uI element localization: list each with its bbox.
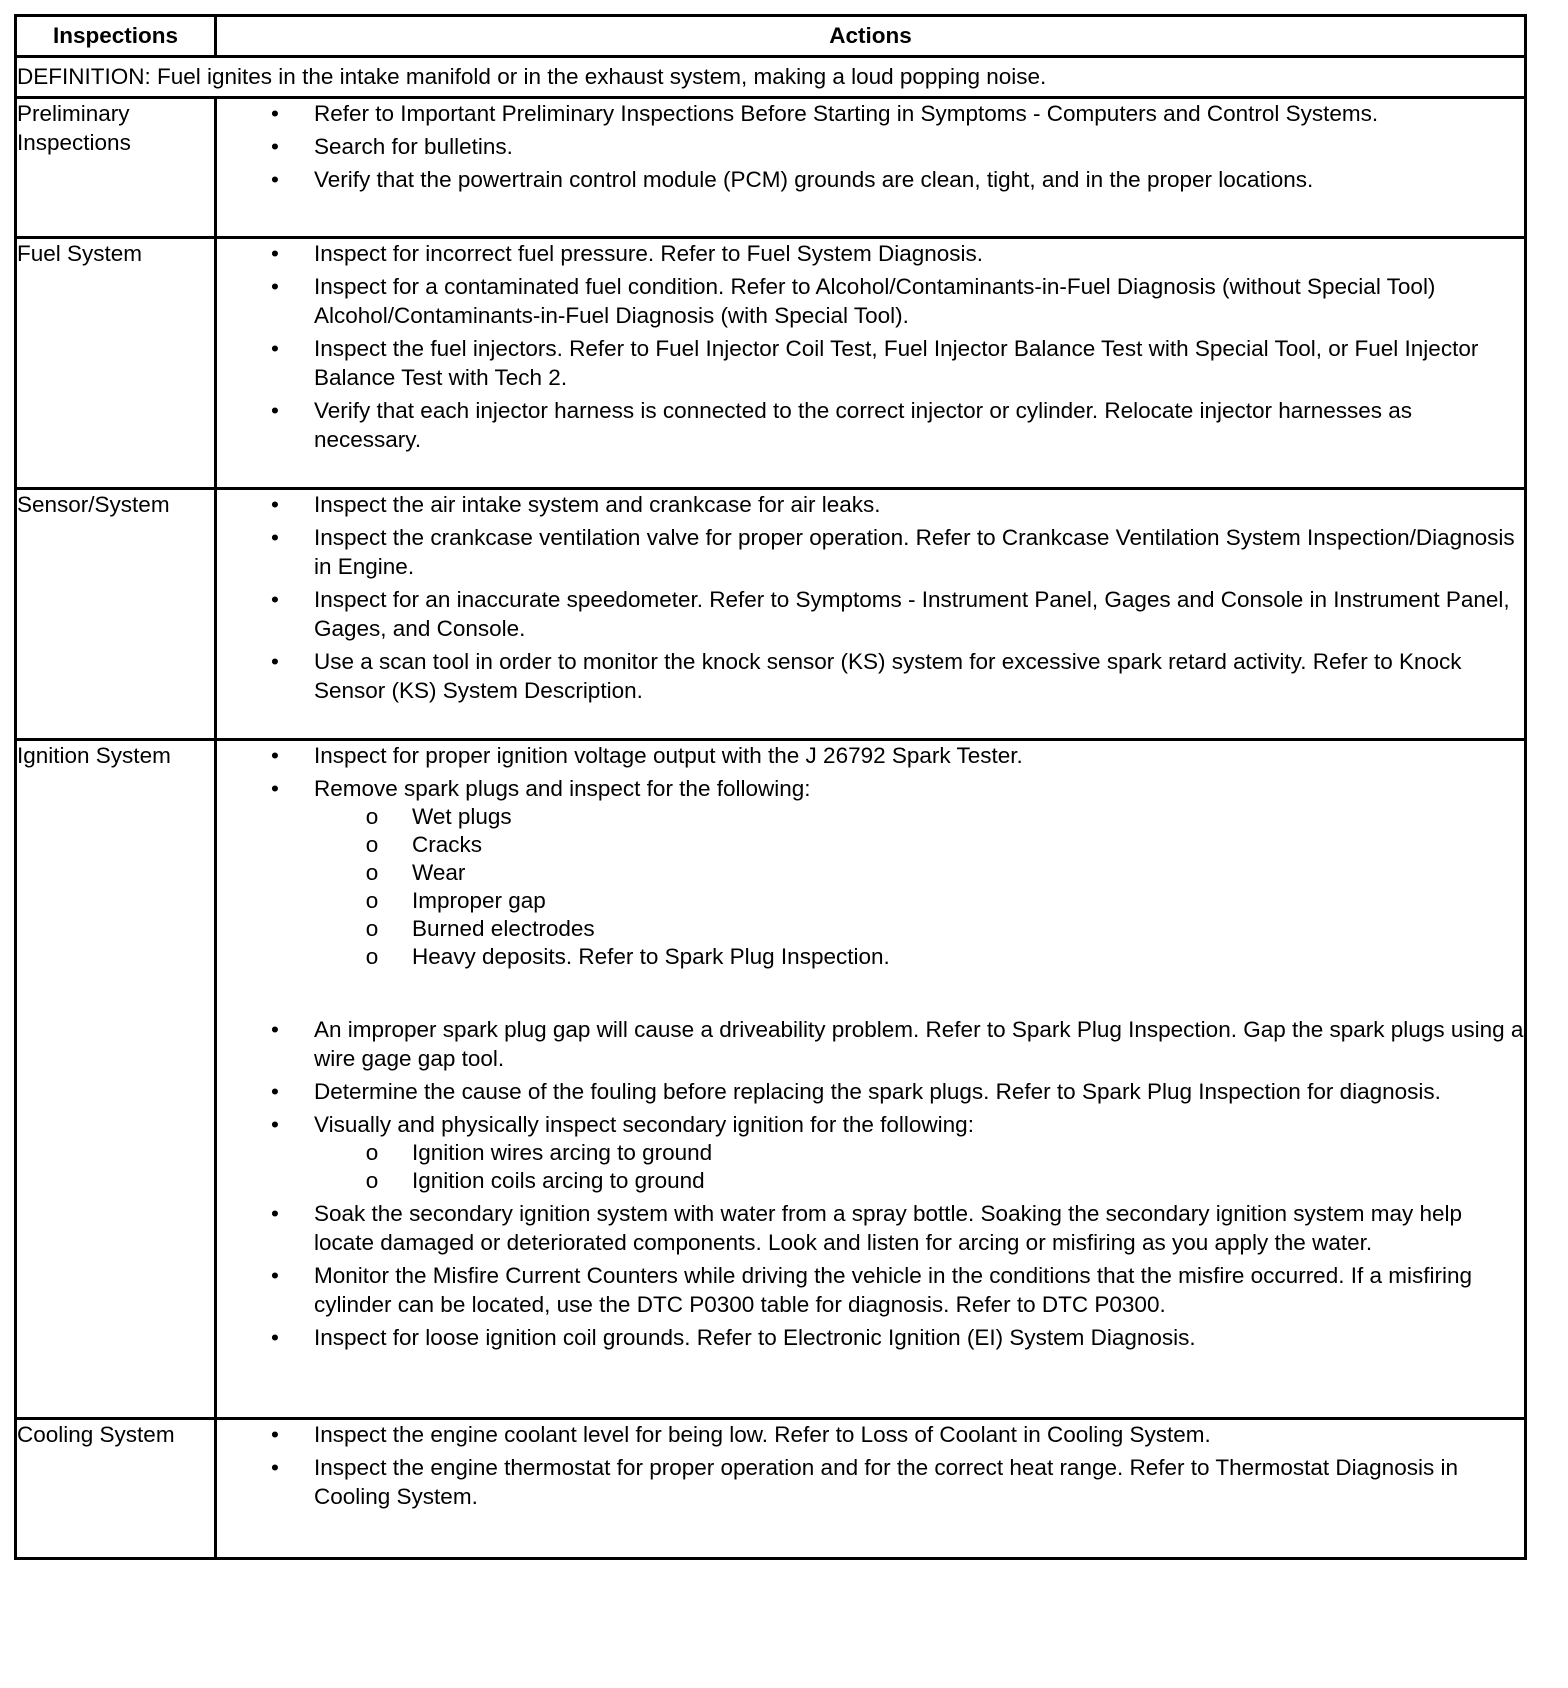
item-text: Inspect the engine thermostat for proper operation and for the correct heat range. Refer to Thermostat Diagnosis in Cooling System.: [314, 1455, 1458, 1509]
item-text: Remove spark plugs and inspect for the following:: [314, 776, 811, 801]
bullet-icon: •: [271, 649, 279, 674]
bullet-icon: •: [271, 134, 279, 159]
list-item: [217, 272, 1524, 330]
bullet-icon: •: [271, 241, 279, 266]
item-text: Inspect the engine coolant level for being low. Refer to Loss of Coolant in Cooling System.: [314, 1422, 1211, 1447]
definition-text: DEFINITION: Fuel ignites in the intake manifold or in the exhaust system, making a loud popping noise.: [16, 57, 1526, 98]
list-item: [217, 647, 1524, 705]
sub-item-text: Ignition wires arcing to ground: [412, 1140, 713, 1165]
sub-list-item: [314, 915, 1524, 943]
item-text: Inspect the air intake system and crankcase for air leaks.: [314, 492, 881, 517]
list-item: [217, 774, 1524, 1011]
list-item: [217, 523, 1524, 581]
item-text: Monitor the Misfire Current Counters while driving the vehicle in the conditions that the misfire occurred. If a misfiring cylinder can be located, use the DTC P0300 table for diagnosis. Refer to DTC P0300.: [314, 1263, 1472, 1317]
spacer: [314, 971, 1524, 1011]
bullet-icon: •: [271, 743, 279, 768]
sub-list-item: [314, 943, 1524, 971]
list-item: [217, 99, 1524, 128]
list-item: [217, 396, 1524, 454]
sub-item-text: Ignition coils arcing to ground: [412, 1168, 705, 1193]
circle-bullet-icon: o: [365, 916, 379, 941]
header-inspections: Inspections: [16, 16, 216, 57]
sub-item-text: Wear: [412, 860, 466, 885]
sub-list-item: [314, 803, 1524, 831]
list-item: [217, 1110, 1524, 1195]
sub-list-item: [314, 1139, 1524, 1167]
table-row: [16, 238, 1526, 489]
table-header-row: [16, 16, 1526, 57]
list-item: [217, 1199, 1524, 1257]
row-actions: [216, 98, 1526, 238]
list-item: [217, 132, 1524, 161]
definition-row: [16, 57, 1526, 98]
sub-list-item: [314, 887, 1524, 915]
bullet-icon: •: [271, 1325, 279, 1350]
bullet-icon: •: [271, 1455, 279, 1480]
table-row: [16, 1419, 1526, 1559]
sub-item-text: Wet plugs: [412, 804, 512, 829]
row-category: Fuel System: [16, 238, 216, 489]
sub-list-item: [314, 831, 1524, 859]
list-item: [217, 1453, 1524, 1511]
bullet-icon: •: [271, 1079, 279, 1104]
circle-bullet-icon: o: [365, 832, 379, 857]
bullet-icon: •: [271, 525, 279, 550]
circle-bullet-icon: o: [365, 888, 379, 913]
list-item: [217, 490, 1524, 519]
list-item: [217, 334, 1524, 392]
list-item: [217, 1420, 1524, 1449]
item-text: Refer to Important Preliminary Inspections Before Starting in Symptoms - Computers and Control Systems.: [314, 101, 1379, 126]
sub-list-item: [314, 859, 1524, 887]
circle-bullet-icon: o: [365, 1140, 379, 1165]
bullet-icon: •: [271, 587, 279, 612]
row-actions: [216, 238, 1526, 489]
bullet-icon: •: [271, 336, 279, 361]
item-text: Inspect the crankcase ventilation valve for proper operation. Refer to Crankcase Ventilation System Inspection/Diagnosis in Engine.: [314, 525, 1515, 579]
table-row: [16, 98, 1526, 238]
symptom-table: [14, 14, 1527, 1560]
item-text: Visually and physically inspect secondary ignition for the following:: [314, 1112, 974, 1137]
sub-item-text: Improper gap: [412, 888, 546, 913]
row-category: Sensor/System: [16, 489, 216, 740]
circle-bullet-icon: o: [365, 1168, 379, 1193]
item-text: Inspect for an inaccurate speedometer. Refer to Symptoms - Instrument Panel, Gages and Console in Instrument Panel, Gages, and Console.: [314, 587, 1510, 641]
row-actions: [216, 1419, 1526, 1559]
bullet-icon: •: [271, 101, 279, 126]
row-actions: [216, 740, 1526, 1419]
list-item: [217, 1261, 1524, 1319]
list-item: [217, 585, 1524, 643]
item-text: Verify that each injector harness is connected to the correct injector or cylinder. Relocate injector harnesses as necessary.: [314, 398, 1413, 452]
row-category: Preliminary Inspections: [16, 98, 216, 238]
item-text: Inspect for a contaminated fuel condition. Refer to Alcohol/Contaminants-in-Fuel Diagnosis (without Special Tool) Alcohol/Contaminants-in-Fuel Diagnosis (with Special Tool).: [314, 274, 1436, 328]
bullet-icon: •: [271, 398, 279, 423]
item-text: Inspect the fuel injectors. Refer to Fuel Injector Coil Test, Fuel Injector Balance Test with Special Tool, or Fuel Injector Balance Test with Tech 2.: [314, 336, 1479, 390]
sub-item-text: Burned electrodes: [412, 916, 595, 941]
item-text: Verify that the powertrain control module (PCM) grounds are clean, tight, and in the proper locations.: [314, 167, 1314, 192]
item-text: Search for bulletins.: [314, 134, 513, 159]
item-text: Inspect for loose ignition coil grounds. Refer to Electronic Ignition (EI) System Diagnosis.: [314, 1325, 1196, 1350]
item-text: An improper spark plug gap will cause a driveability problem. Refer to Spark Plug Inspection. Gap the spark plugs using a wire gage gap tool.: [314, 1017, 1524, 1071]
secondary-ignition-sublist: [314, 1139, 1524, 1195]
list-item: [217, 1015, 1524, 1073]
bullet-icon: •: [271, 274, 279, 299]
list-item: [217, 239, 1524, 268]
header-actions: Actions: [216, 16, 1526, 57]
bullet-icon: •: [271, 776, 279, 801]
item-text: Inspect for proper ignition voltage output with the J 26792 Spark Tester.: [314, 743, 1023, 768]
row-category: Ignition System: [16, 740, 216, 1419]
bullet-icon: •: [271, 1112, 279, 1137]
circle-bullet-icon: o: [365, 860, 379, 885]
table-row: [16, 489, 1526, 740]
sub-list-item: [314, 1167, 1524, 1195]
item-text: Determine the cause of the fouling before replacing the spark plugs. Refer to Spark Plug Inspection for diagnosis.: [314, 1079, 1441, 1104]
item-text: Inspect for incorrect fuel pressure. Refer to Fuel System Diagnosis.: [314, 241, 984, 266]
table-row: [16, 740, 1526, 1419]
bullet-icon: •: [271, 1422, 279, 1447]
row-category: Cooling System: [16, 1419, 216, 1559]
bullet-icon: •: [271, 1017, 279, 1042]
bullet-icon: •: [271, 1201, 279, 1226]
list-item: [217, 165, 1524, 194]
spark-plug-sublist: [314, 803, 1524, 971]
item-text: Use a scan tool in order to monitor the knock sensor (KS) system for excessive spark retard activity. Refer to Knock Sensor (KS) System Description.: [314, 649, 1462, 703]
circle-bullet-icon: o: [365, 804, 379, 829]
sub-item-text: Cracks: [412, 832, 483, 857]
list-item: [217, 1323, 1524, 1352]
bullet-icon: •: [271, 167, 279, 192]
row-actions: [216, 489, 1526, 740]
list-item: [217, 741, 1524, 770]
list-item: [217, 1077, 1524, 1106]
bullet-icon: •: [271, 492, 279, 517]
bullet-icon: •: [271, 1263, 279, 1288]
sub-item-text: Heavy deposits. Refer to Spark Plug Inspection.: [412, 944, 890, 969]
circle-bullet-icon: o: [365, 944, 379, 969]
item-text: Soak the secondary ignition system with water from a spray bottle. Soaking the secondary ignition system may help locate damaged or deteriorated components. Look and listen for arcing or misfiring as you apply the water.: [314, 1201, 1463, 1255]
